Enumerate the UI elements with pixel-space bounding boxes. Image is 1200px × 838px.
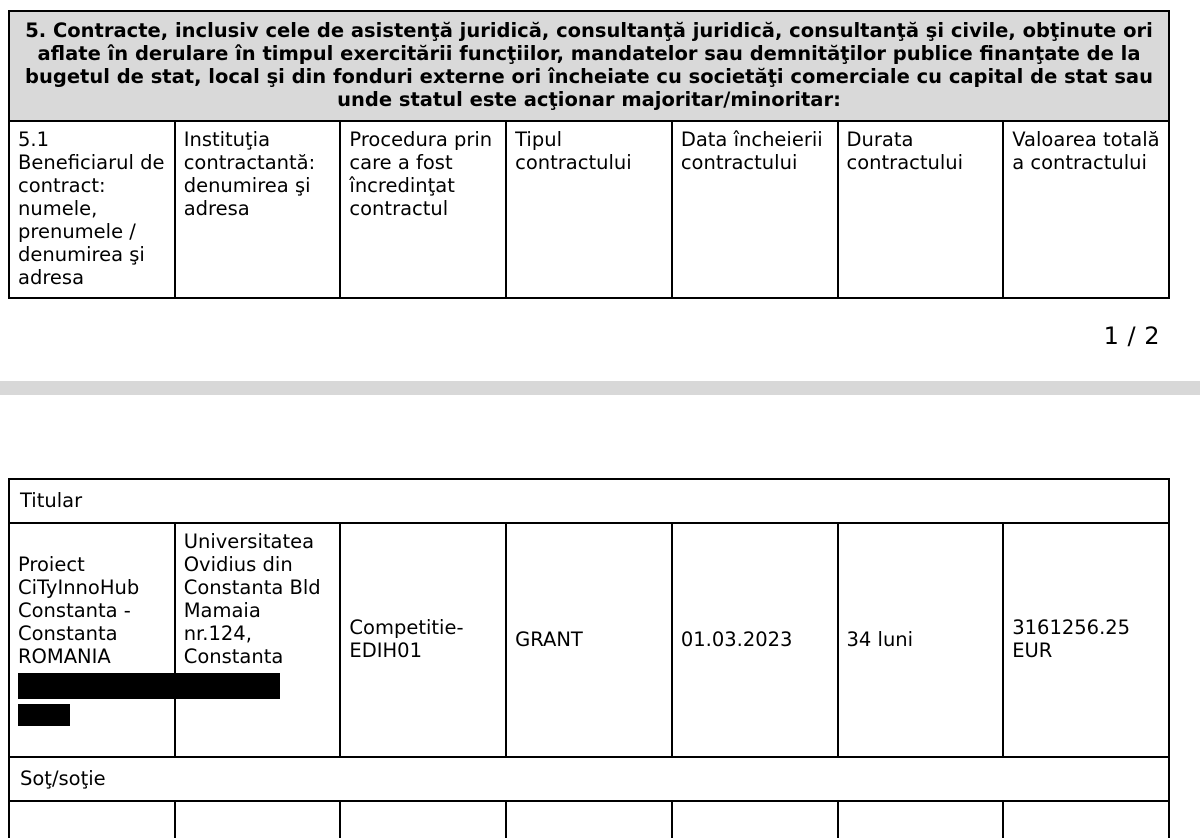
cell-data-incheiere-empty <box>672 801 838 838</box>
cell-data-incheiere: 01.03.2023 <box>672 523 838 757</box>
cell-procedura: Competitie-EDIH01 <box>340 523 506 757</box>
cell-beneficiar-text: Proiect CiTyInnoHub Constanta - Constanta ROMANIA <box>18 552 140 668</box>
section-5-table-header <box>8 10 1170 299</box>
group-label-titular: Titular <box>9 479 1169 523</box>
section-5-table-continued <box>8 478 1170 838</box>
cell-tip-contract: GRANT <box>506 523 672 757</box>
cell-institutie: Universitatea Ovidius din Constanta Bld Mamaia nr.124, Constanta <box>175 523 341 757</box>
cell-valoare-empty <box>1003 801 1169 838</box>
cell-procedura-empty <box>340 801 506 838</box>
section-heading-row <box>9 11 1169 121</box>
group-row-titular <box>9 479 1169 523</box>
group-row-sot-sotie <box>9 757 1169 801</box>
column-header-procedura: Procedura prin care a fost încredinţat contractul <box>340 121 506 298</box>
cell-tip-contract-empty <box>506 801 672 838</box>
cell-valoare: 3161256.25 EUR <box>1003 523 1169 757</box>
cell-institutie-empty <box>175 801 341 838</box>
group-label-sot-sotie: Soţ/soţie <box>9 757 1169 801</box>
column-header-beneficiar: 5.1 Beneficiarul de contract: numele, prenumele / denumirea şi adresa <box>9 121 175 298</box>
page-indicator: 1 / 2 <box>1103 322 1160 350</box>
column-header-tip-contract: Tipul contractului <box>506 121 672 298</box>
cell-durata-empty <box>838 801 1004 838</box>
page-separator <box>0 381 1200 395</box>
redaction-block-extra <box>18 704 70 726</box>
section-5-heading: 5. Contracte, inclusiv cele de asistenţă juridică, consultanţă juridică, consultanţă şi civile, obţinute ori aflate în derulare în timpul exercitării funcţiilor, mandatelor sau demnităţilor publice finanţate de la bugetul de stat, local şi din fonduri externe ori încheiate cu societăţi comerciale cu capital de stat sau unde statul este acţionar majoritar/minoritar: <box>9 11 1169 121</box>
cell-durata: 34 luni <box>838 523 1004 757</box>
column-header-durata: Durata contractului <box>838 121 1004 298</box>
column-header-row <box>9 121 1169 298</box>
column-header-institutie: Instituţia contractantă: denumirea şi adresa <box>175 121 341 298</box>
contracts-table-page2 <box>8 478 1170 838</box>
column-header-valoare: Valoarea totală a contractului <box>1003 121 1169 298</box>
column-header-data-incheiere: Data încheierii contractului <box>672 121 838 298</box>
table-row-partial <box>9 801 1169 838</box>
table-row <box>9 523 1169 757</box>
cell-beneficiar-empty <box>9 801 175 838</box>
cell-beneficiar <box>9 523 175 757</box>
contracts-table-page1 <box>8 10 1170 299</box>
